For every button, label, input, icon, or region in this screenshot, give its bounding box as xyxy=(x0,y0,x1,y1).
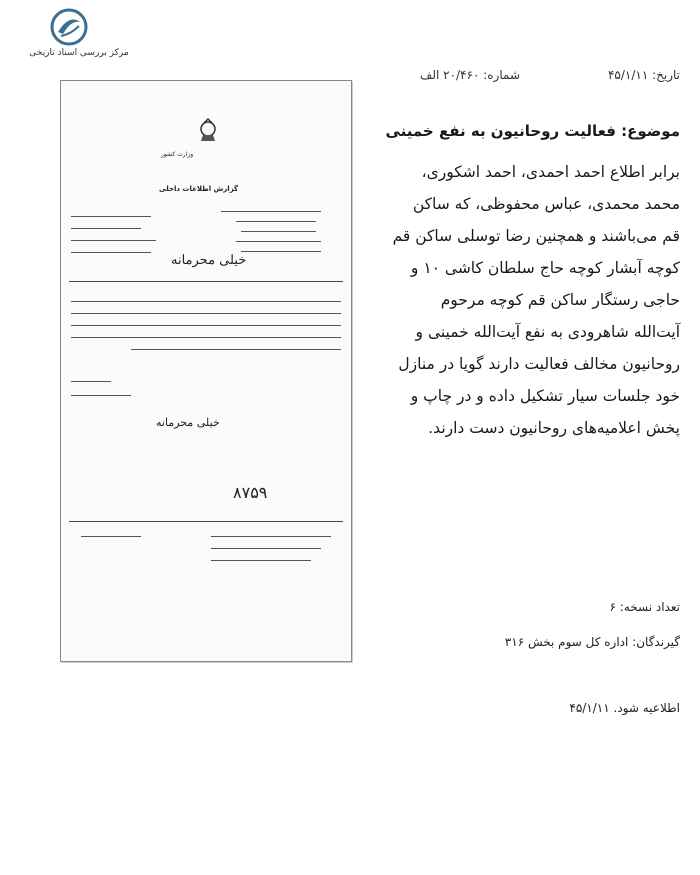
recipients: گیرندگان: اداره کل سوم بخش ۳۱۶ xyxy=(504,635,680,649)
scan-handwriting-number: ۸۷۵۹ xyxy=(233,483,268,502)
body-line: پخش اعلامیه‌های روحانیون دست دارند. xyxy=(428,419,680,437)
body-line: محمد محمدی، عباس محفوظی، که ساکن xyxy=(412,195,680,213)
document-subject: موضوع: فعالیت روحانیون به نفع خمینی xyxy=(385,122,680,140)
notice: اطلاعیه شود. ۴۵/۱/۱۱ xyxy=(569,701,680,715)
archive-logo xyxy=(14,8,144,64)
logo-caption: مرکز بررسی اسناد تاریخی xyxy=(29,48,129,58)
body-line: قم می‌باشند و همچنین رضا توسلی ساکن قم xyxy=(392,227,680,245)
document-body xyxy=(365,156,680,444)
scanned-document xyxy=(60,80,352,662)
body-line: آیت‌الله شاهرودی به نفع آیت‌الله خمینی و xyxy=(415,323,680,341)
scan-header-sub: وزارت کشور xyxy=(161,151,194,158)
scan-handwriting-top: خیلی محرمانه xyxy=(171,253,247,268)
archive-logo-icon xyxy=(49,8,89,46)
body-line: خود جلسات سیار تشکیل داده و در چاپ و xyxy=(410,387,680,405)
document-date: تاریخ: ۴۵/۱/۱۱ xyxy=(607,68,680,82)
scan-header-title: گزارش اطلاعات داخلی xyxy=(159,185,239,193)
body-line: حاجی رستگار ساکن قم کوچه مرحوم xyxy=(440,291,680,309)
copies-count: تعداد نسخه: ۶ xyxy=(609,600,680,614)
body-line: کوچه آبشار کوچه حاج سلطان کاشی ۱۰ و xyxy=(410,259,680,277)
lion-sun-emblem-icon xyxy=(193,117,223,147)
scan-handwriting-mid: خیلی محرمانه xyxy=(156,416,220,429)
document-number: شماره: ۲۰/۴۶۰ الف xyxy=(419,68,520,82)
body-line: روحانیون مخالف فعالیت دارند گویا در منازل xyxy=(398,355,680,373)
body-line: برابر اطلاع احمد احمدی، احمد اشکوری، xyxy=(421,163,680,181)
